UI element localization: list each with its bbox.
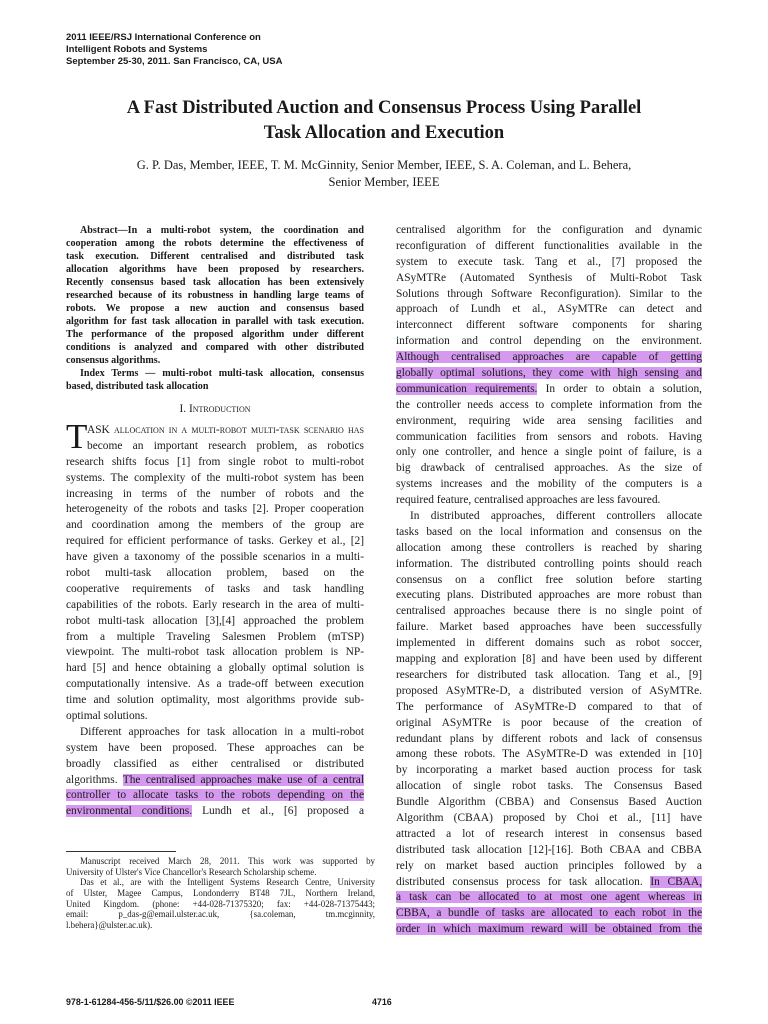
intro-line: become an important research problem, as robotics bbox=[87, 439, 364, 452]
body-line: approach of Lundh et al., ASyMTRe can detect and bbox=[396, 303, 702, 316]
authors-line: G. P. Das, Member, IEEE, T. M. McGinnity, Senior Member, IEEE, S. A. Coleman, and L. Behera, bbox=[136, 158, 632, 172]
body-line: Solutions through Software Reconfiguration). Similar to the bbox=[396, 287, 702, 300]
intro-line: hard [5] and hence obtaining a globally optimal solution is bbox=[66, 662, 364, 675]
abstract-line: cooperation among the robots determine the effectiveness of bbox=[66, 238, 364, 249]
abstract-line: consensus algorithms. bbox=[66, 355, 161, 366]
body-line bbox=[396, 350, 702, 366]
intro-paragraph bbox=[66, 417, 364, 725]
body-line: broadly classified as either centralised or distributed bbox=[66, 757, 364, 770]
highlighted-text: globally optimal solutions, they come with high sensing and bbox=[396, 367, 702, 380]
highlighted-text: Although centralised approaches are capable of getting bbox=[396, 351, 702, 364]
section-heading bbox=[66, 402, 364, 417]
intro-line: viewpoint. The multi-robot task allocation problem is NP- bbox=[66, 646, 364, 659]
drop-cap: T bbox=[66, 417, 88, 456]
body-line: executing plans. Distributed approaches are more robust than bbox=[396, 589, 702, 602]
body-line: attracted a lot of research interest in consensus based bbox=[396, 827, 702, 840]
intro-line: have given a taxonomy of the possible scenarios in a multi- bbox=[66, 551, 364, 564]
abstract-line: task execution. Different centralised and distributed task bbox=[66, 251, 364, 262]
body-line: consensus on a conflict free solution before starting bbox=[396, 573, 702, 586]
abstract-line: researched because of its robustness in handling large teams of bbox=[66, 290, 364, 301]
second-paragraph bbox=[66, 725, 364, 820]
body-line: by incorporating a market based auction process for task bbox=[396, 764, 702, 777]
body-line: allocation among these controllers is reached by sharing bbox=[396, 541, 702, 554]
intro-line: and coordination among the members of the group are bbox=[66, 519, 364, 532]
footnote-line: email: p_das-g@email.ulster.ac.uk, {sa.coleman, tm.mcginnity, bbox=[66, 909, 375, 920]
highlighted-text: controller to allocate tasks to the robots depending on the bbox=[66, 789, 364, 802]
body-line: failure. Market based approaches have been successfully bbox=[396, 621, 702, 634]
highlighted-text: a task can be allocated to at most one agent whereas in bbox=[396, 891, 702, 904]
intro-line: robot multi-task allocation problem, based on the bbox=[66, 567, 364, 580]
body-line bbox=[396, 906, 702, 922]
body-line: In distributed approaches, different controllers allocate bbox=[410, 510, 702, 523]
intro-line: required for efficient performance of tasks. Gerkey et al., [2] bbox=[66, 535, 364, 548]
footnote-line: l.behera}@ulster.ac.uk). bbox=[66, 920, 153, 931]
body-line: implemented in different domains such as robot soccer, bbox=[396, 637, 702, 650]
body-line: interconnect different software components for sharing bbox=[396, 319, 702, 332]
body-line: environment, requiring wide area sensing facilities and bbox=[396, 414, 702, 427]
index-terms-line: based, distributed task allocation bbox=[66, 381, 209, 392]
intro-line: robot multi-task allocation [3],[4] approached the problem bbox=[66, 614, 364, 627]
footnote-line: Das et al., are with the Intelligent Systems Research Centre, University bbox=[80, 877, 375, 888]
highlighted-text: The centralised approaches make use of a central bbox=[122, 773, 364, 786]
abstract-line: Recently consensus based task allocation has been extensively bbox=[66, 277, 364, 288]
body-line: information. The distributed controlling points should reach bbox=[396, 557, 702, 570]
footnote-line: Manuscript received March 28, 2011. This work was supported by bbox=[80, 856, 375, 866]
body-line: redundant plans by different robots and lack of consensus bbox=[396, 732, 702, 745]
body-line: environmental conditions. Lundh et al., [6] proposed a bbox=[66, 805, 364, 818]
intro-line: heterogeneity of the robots and tasks [2]. Proper cooperation bbox=[66, 503, 364, 516]
body-line: algorithms. The centralised approaches make use of a central bbox=[66, 773, 364, 786]
intro-line: increasing in terms of the number of robots and the bbox=[66, 487, 364, 500]
body-line: Algorithm (CBAA) proposed by Choi et al., [11] have bbox=[396, 811, 702, 824]
body-line: only one controller, and hence a single point of failure, is a bbox=[396, 446, 702, 459]
abstract-line: Abstract—In a multi-robot system, the coordination and bbox=[80, 225, 364, 236]
intro-line: optimal solutions. bbox=[66, 710, 148, 723]
body-line: the controller needs access to complete information from the bbox=[396, 398, 702, 411]
intro-line: cooperative requirements of tasks and task handling bbox=[66, 582, 364, 595]
body-line: original ASyMTRe is poor because of the creation of bbox=[396, 716, 702, 729]
body-line: proposed ASyMTRe-D, a distributed version of ASyMTRe. bbox=[396, 684, 702, 697]
title-line: Task Allocation and Execution bbox=[263, 123, 505, 143]
intro-line: research shifts focus [1] from single robot to multi-robot bbox=[66, 455, 364, 468]
intro-line: time and solution optimality, most algorithms provide sub- bbox=[66, 694, 364, 707]
intro-line: computationally intensive. As a trade-off between execution bbox=[66, 678, 364, 691]
author-list bbox=[40, 157, 728, 191]
body-line: system have been proposed. These approaches can be bbox=[66, 741, 364, 754]
body-line: centralised approaches because there is no single point of bbox=[396, 605, 702, 618]
body-line: big drawback of centralised approaches. As the size of bbox=[396, 462, 702, 475]
conference-line: Intelligent Robots and Systems bbox=[66, 44, 208, 55]
footnote-line: University of Ulster's Vice Chancellor's Research Scholarship scheme. bbox=[66, 866, 317, 877]
body-line: distributed consensus process for task allocation. In CBAA, bbox=[396, 875, 702, 888]
right-column bbox=[396, 223, 702, 938]
conference-header bbox=[66, 32, 282, 68]
conference-line: September 25-30, 2011. San Francisco, CA, USA bbox=[66, 56, 283, 67]
abstract-line: robots. We propose a new auction and consensus based bbox=[66, 303, 364, 314]
body-line: tasks based on the local information and consensus on the bbox=[396, 525, 702, 538]
intro-line: ASK allocation in a multi-robot multi-task scenario has bbox=[87, 424, 364, 436]
body-line bbox=[66, 788, 364, 804]
body-line bbox=[396, 366, 702, 382]
intro-line: from a multiple Traveling Salesmen Problem (mTSP) bbox=[66, 630, 364, 643]
isbn-footer: 978-1-61284-456-5/11/$26.00 ©2011 IEEE bbox=[66, 997, 235, 1007]
body-line: communication requirements. In order to obtain a solution, bbox=[396, 382, 703, 395]
body-line: rely on market based auction principles followed by a bbox=[396, 859, 702, 872]
body-line: researchers for distributed task allocation. Tang et al., [9] bbox=[396, 668, 702, 681]
abstract bbox=[66, 224, 364, 393]
abstract-line: conditions is analyzed and compared with other distributed bbox=[66, 342, 364, 353]
highlighted-text: order in which maximum reward will be obtained from the bbox=[396, 923, 702, 936]
body-line bbox=[396, 890, 702, 906]
footnote-line: of Ulster, Magee Campus, Londonderry BT48 7JL, Northern Ireland, bbox=[66, 888, 375, 899]
footnote-line: United Kingdom. (phone: +44-028-71375320; fax: +44-028-71375443; bbox=[66, 898, 375, 909]
body-line: information and control depending on the environment. bbox=[396, 335, 702, 348]
body-line: systems increases and the mobility of the computers is a bbox=[396, 478, 702, 491]
highlighted-text: CBBA, a bundle of tasks are allocated to each robot in the bbox=[396, 907, 702, 920]
paper-title bbox=[40, 96, 728, 146]
abstract-line: The performance of the proposed algorithm under different bbox=[66, 329, 364, 340]
body-line: required feature, centralised approaches are less favoured. bbox=[396, 494, 661, 507]
body-line: centralised algorithm for the configuration and dynamic bbox=[396, 224, 702, 236]
body-line: mapping and exploration [8] and have been used by different bbox=[396, 653, 702, 666]
intro-line: systems. The complexity of the multi-robot system has been bbox=[66, 471, 364, 484]
intro-line: capabilities of the robots. Early research in the area of multi- bbox=[66, 598, 364, 611]
body-line: among these robots. The ASyMTRe-D was extended in [10] bbox=[396, 748, 702, 761]
conference-line: 2011 IEEE/RSJ International Conference on bbox=[66, 32, 261, 43]
body-line: reconfiguration of different functionalities available in the bbox=[396, 239, 702, 252]
body-line: communication facilities from sensors and robots. Having bbox=[396, 430, 702, 443]
highlighted-text: environmental conditions. bbox=[66, 805, 193, 818]
authors-line: Senior Member, IEEE bbox=[328, 175, 440, 189]
body-line: distributed task allocation [12]-[16]. Both CBAA and CBBA bbox=[396, 843, 702, 856]
abstract-line: allocation algorithms have been proposed by researchers. bbox=[66, 264, 364, 275]
title-line: A Fast Distributed Auction and Consensus Process Using Parallel bbox=[126, 98, 642, 118]
left-column bbox=[66, 224, 364, 820]
index-terms-line: Index Terms — multi-robot multi-task allocation, consensus bbox=[80, 368, 364, 379]
body-line: allocation of single robot tasks. The Consensus Based bbox=[396, 780, 702, 793]
highlighted-text: In CBAA, bbox=[650, 875, 702, 888]
section-heading-text: I. Introduction bbox=[179, 403, 251, 415]
body-line: Different approaches for task allocation in a multi-robot bbox=[80, 725, 364, 738]
abstract-line: algorithm for fast task allocation in parallel with task execution. bbox=[66, 316, 364, 327]
footnote-rule bbox=[66, 851, 176, 852]
body-line: The performance of ASyMTRe-D compared to that of bbox=[396, 700, 702, 713]
body-line: ASyMTRe (Automated Synthesis of Multi-Robot Task bbox=[396, 271, 702, 284]
highlighted-text: communication requirements. bbox=[396, 382, 538, 395]
page-number: 4716 bbox=[372, 997, 392, 1007]
body-line bbox=[396, 922, 702, 938]
footnote bbox=[66, 856, 375, 931]
body-line: Bundle Algorithm (CBBA) and Consensus Based Auction bbox=[396, 796, 702, 809]
body-line: system to execute task. Tang et al., [7] proposed the bbox=[396, 255, 702, 268]
